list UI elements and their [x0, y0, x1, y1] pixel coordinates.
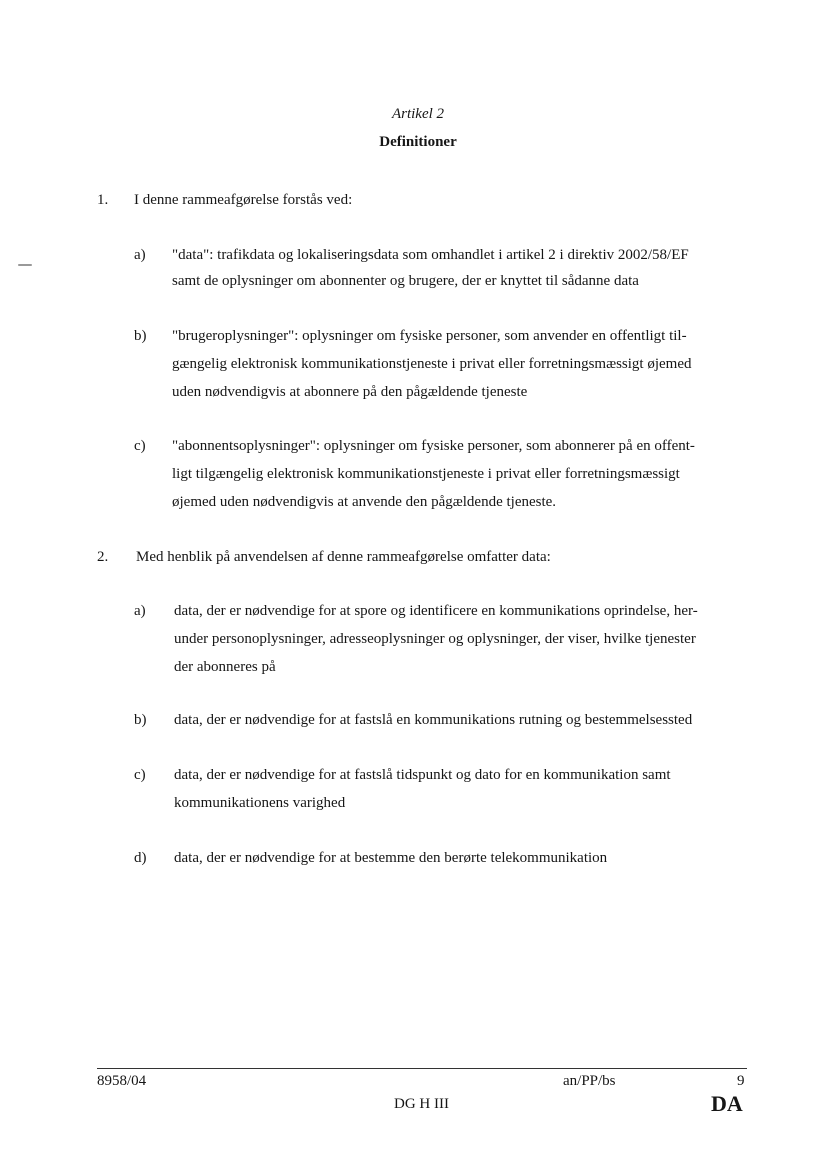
- s1-item-c-line: øjemed uden nødvendigvis at anvende den pågældende tjeneste.: [172, 494, 557, 510]
- s2-item-a-line: der abonneres på: [174, 659, 276, 675]
- article-number: Artikel 2: [391, 106, 445, 122]
- scan-speck: [18, 264, 32, 266]
- section-1-intro: I denne rammeafgørelse forstås ved:: [134, 192, 353, 208]
- section-2-intro: Med henblik på anvendelsen af denne rammeafgørelse omfatter data:: [136, 549, 551, 565]
- footer-rule: [97, 1068, 747, 1069]
- s2-item-b-marker: b): [134, 712, 147, 728]
- s2-item-a-marker: a): [134, 603, 146, 619]
- s1-item-a-line: samt de oplysninger om abonnenter og brugere, der er knyttet til sådanne data: [172, 273, 639, 289]
- s2-item-b-line: data, der er nødvendige for at fastslå en kommunikations rutning og bestemmelsessted: [174, 712, 693, 728]
- footer-doc-number: 8958/04: [97, 1073, 147, 1089]
- s1-item-b-marker: b): [134, 328, 147, 344]
- footer-language: DA: [711, 1091, 743, 1116]
- s1-item-b-line: gængelig elektronisk kommunikationstjeneste i privat eller forretningsmæssigt øjemed: [172, 356, 692, 372]
- footer-dg: DG H III: [394, 1096, 449, 1112]
- s2-item-a-line: under personoplysninger, adresseoplysninger og oplysninger, der viser, hvilke tjenester: [174, 631, 696, 647]
- article-heading: Definitioner: [379, 134, 457, 150]
- s1-item-a-marker: a): [134, 247, 146, 263]
- s1-item-c-marker: c): [134, 438, 146, 454]
- s2-item-d-marker: d): [134, 850, 147, 866]
- s2-item-a-line: data, der er nødvendige for at spore og identificere en kommunikations oprindelse, her-: [174, 603, 698, 619]
- footer-page-number: 9: [737, 1073, 745, 1089]
- s2-item-c-line: kommunikationens varighed: [174, 795, 346, 811]
- s1-item-b-line: uden nødvendigvis at abonnere på den pågældende tjeneste: [172, 384, 528, 400]
- s2-item-d-line: data, der er nødvendige for at bestemme den berørte telekommunikation: [174, 850, 608, 866]
- s1-item-b-line: "brugeroplysninger": oplysninger om fysiske personer, som anvender en offentligt til-: [172, 328, 687, 344]
- section-1-number: 1.: [97, 192, 109, 208]
- section-2-number: 2.: [97, 549, 109, 565]
- s1-item-c-line: "abonnentsoplysninger": oplysninger om fysiske personer, som abonnerer på en offent-: [172, 438, 695, 454]
- s2-item-c-line: data, der er nødvendige for at fastslå tidspunkt og dato for en kommunikation samt: [174, 767, 671, 783]
- s2-item-c-marker: c): [134, 767, 146, 783]
- footer-initials: an/PP/bs: [563, 1073, 616, 1089]
- s1-item-a-line: "data": trafikdata og lokaliseringsdata som omhandlet i artikel 2 i direktiv 2002/58/EF: [172, 247, 689, 263]
- s1-item-c-line: ligt tilgængelig elektronisk kommunikationstjeneste i privat eller forretningsmæssigt: [172, 466, 680, 482]
